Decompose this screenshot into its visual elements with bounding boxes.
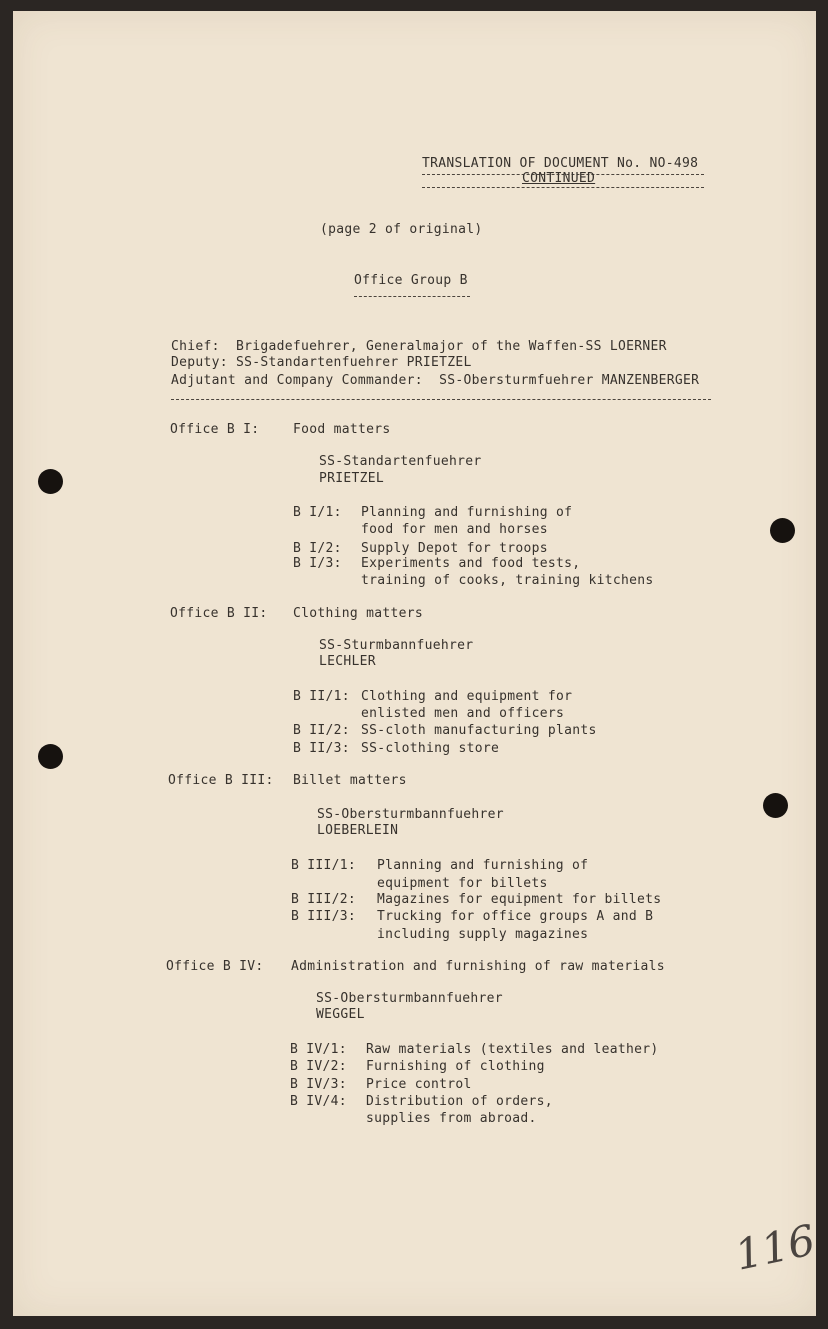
section-code: B I/3:	[293, 556, 342, 571]
section-text: training of cooks, training kitchens	[361, 573, 654, 588]
office-label: Office B I:	[170, 422, 260, 437]
section-code: B IV/3:	[290, 1077, 347, 1092]
section-text: supplies from abroad.	[366, 1111, 537, 1126]
section-text: Supply Depot for troops	[361, 541, 548, 556]
section-text: Planning and furnishing of	[361, 505, 573, 520]
section-code: B III/3:	[291, 909, 357, 924]
section-code: B I/1:	[293, 505, 342, 520]
leadership-rule	[171, 399, 711, 400]
punch-hole	[763, 793, 788, 818]
office-label: Office B IV:	[166, 959, 264, 974]
section-text: equipment for billets	[377, 876, 548, 891]
section-text: SS-cloth manufacturing plants	[361, 723, 597, 738]
office-head-name: WEGGEL	[316, 1007, 365, 1022]
section-text: Magazines for equipment for billets	[377, 892, 662, 907]
section-code: B IV/1:	[290, 1042, 347, 1057]
office-head-rank: SS-Obersturmbannfuehrer	[317, 807, 504, 822]
office-head-rank: SS-Sturmbannfuehrer	[319, 638, 474, 653]
office-label: Office B II:	[170, 606, 268, 621]
section-text: including supply magazines	[377, 927, 589, 942]
section-code: B II/3:	[293, 741, 350, 756]
office-head-rank: SS-Standartenfuehrer	[319, 454, 482, 469]
office-subject: Administration and furnishing of raw materials	[291, 959, 665, 974]
handwritten-page-number: 116	[730, 1215, 820, 1280]
section-text: food for men and horses	[361, 522, 548, 537]
section-text: SS-clothing store	[361, 741, 500, 756]
section-text: Price control	[366, 1077, 472, 1092]
punch-hole	[38, 469, 63, 494]
continued-label: CONTINUED	[522, 171, 596, 186]
office-head-name: LECHLER	[319, 654, 376, 669]
chief-line: Chief: Brigadefuehrer, Generalmajor of the Waffen-SS LOERNER	[171, 339, 667, 354]
office-head-rank: SS-Obersturmbannfuehrer	[316, 991, 503, 1006]
section-text: Furnishing of clothing	[366, 1059, 545, 1074]
section-code: B III/1:	[291, 858, 357, 873]
section-text: enlisted men and officers	[361, 706, 565, 721]
header-rule-lower	[422, 187, 704, 188]
office-subject: Clothing matters	[293, 606, 424, 621]
section-code: B IV/4:	[290, 1094, 347, 1109]
section-code: B II/2:	[293, 723, 350, 738]
document-page	[13, 11, 820, 1316]
adjutant-line: Adjutant and Company Commander: SS-Obersturmfuehrer MANZENBERGER	[171, 373, 700, 388]
office-group-title: Office Group B	[354, 273, 468, 288]
section-text: Clothing and equipment for	[361, 689, 573, 704]
office-head-name: LOEBERLEIN	[317, 823, 399, 838]
office-subject: Billet matters	[293, 773, 407, 788]
punch-hole	[38, 744, 63, 769]
section-text: Trucking for office groups A and B	[377, 909, 654, 924]
office-group-underline	[354, 296, 470, 297]
section-code: B I/2:	[293, 541, 342, 556]
office-subject: Food matters	[293, 422, 391, 437]
section-text: Distribution of orders,	[366, 1094, 553, 1109]
section-text: Experiments and food tests,	[361, 556, 581, 571]
deputy-line: Deputy: SS-Standartenfuehrer PRIETZEL	[171, 355, 472, 370]
translation-header: TRANSLATION OF DOCUMENT No. NO-498	[422, 156, 699, 171]
office-label: Office B III:	[168, 773, 274, 788]
page-note: (page 2 of original)	[320, 222, 483, 237]
section-text: Raw materials (textiles and leather)	[366, 1042, 659, 1057]
section-text: Planning and furnishing of	[377, 858, 589, 873]
office-head-name: PRIETZEL	[319, 471, 385, 486]
punch-hole	[770, 518, 795, 543]
section-code: B IV/2:	[290, 1059, 347, 1074]
section-code: B III/2:	[291, 892, 357, 907]
section-code: B II/1:	[293, 689, 350, 704]
